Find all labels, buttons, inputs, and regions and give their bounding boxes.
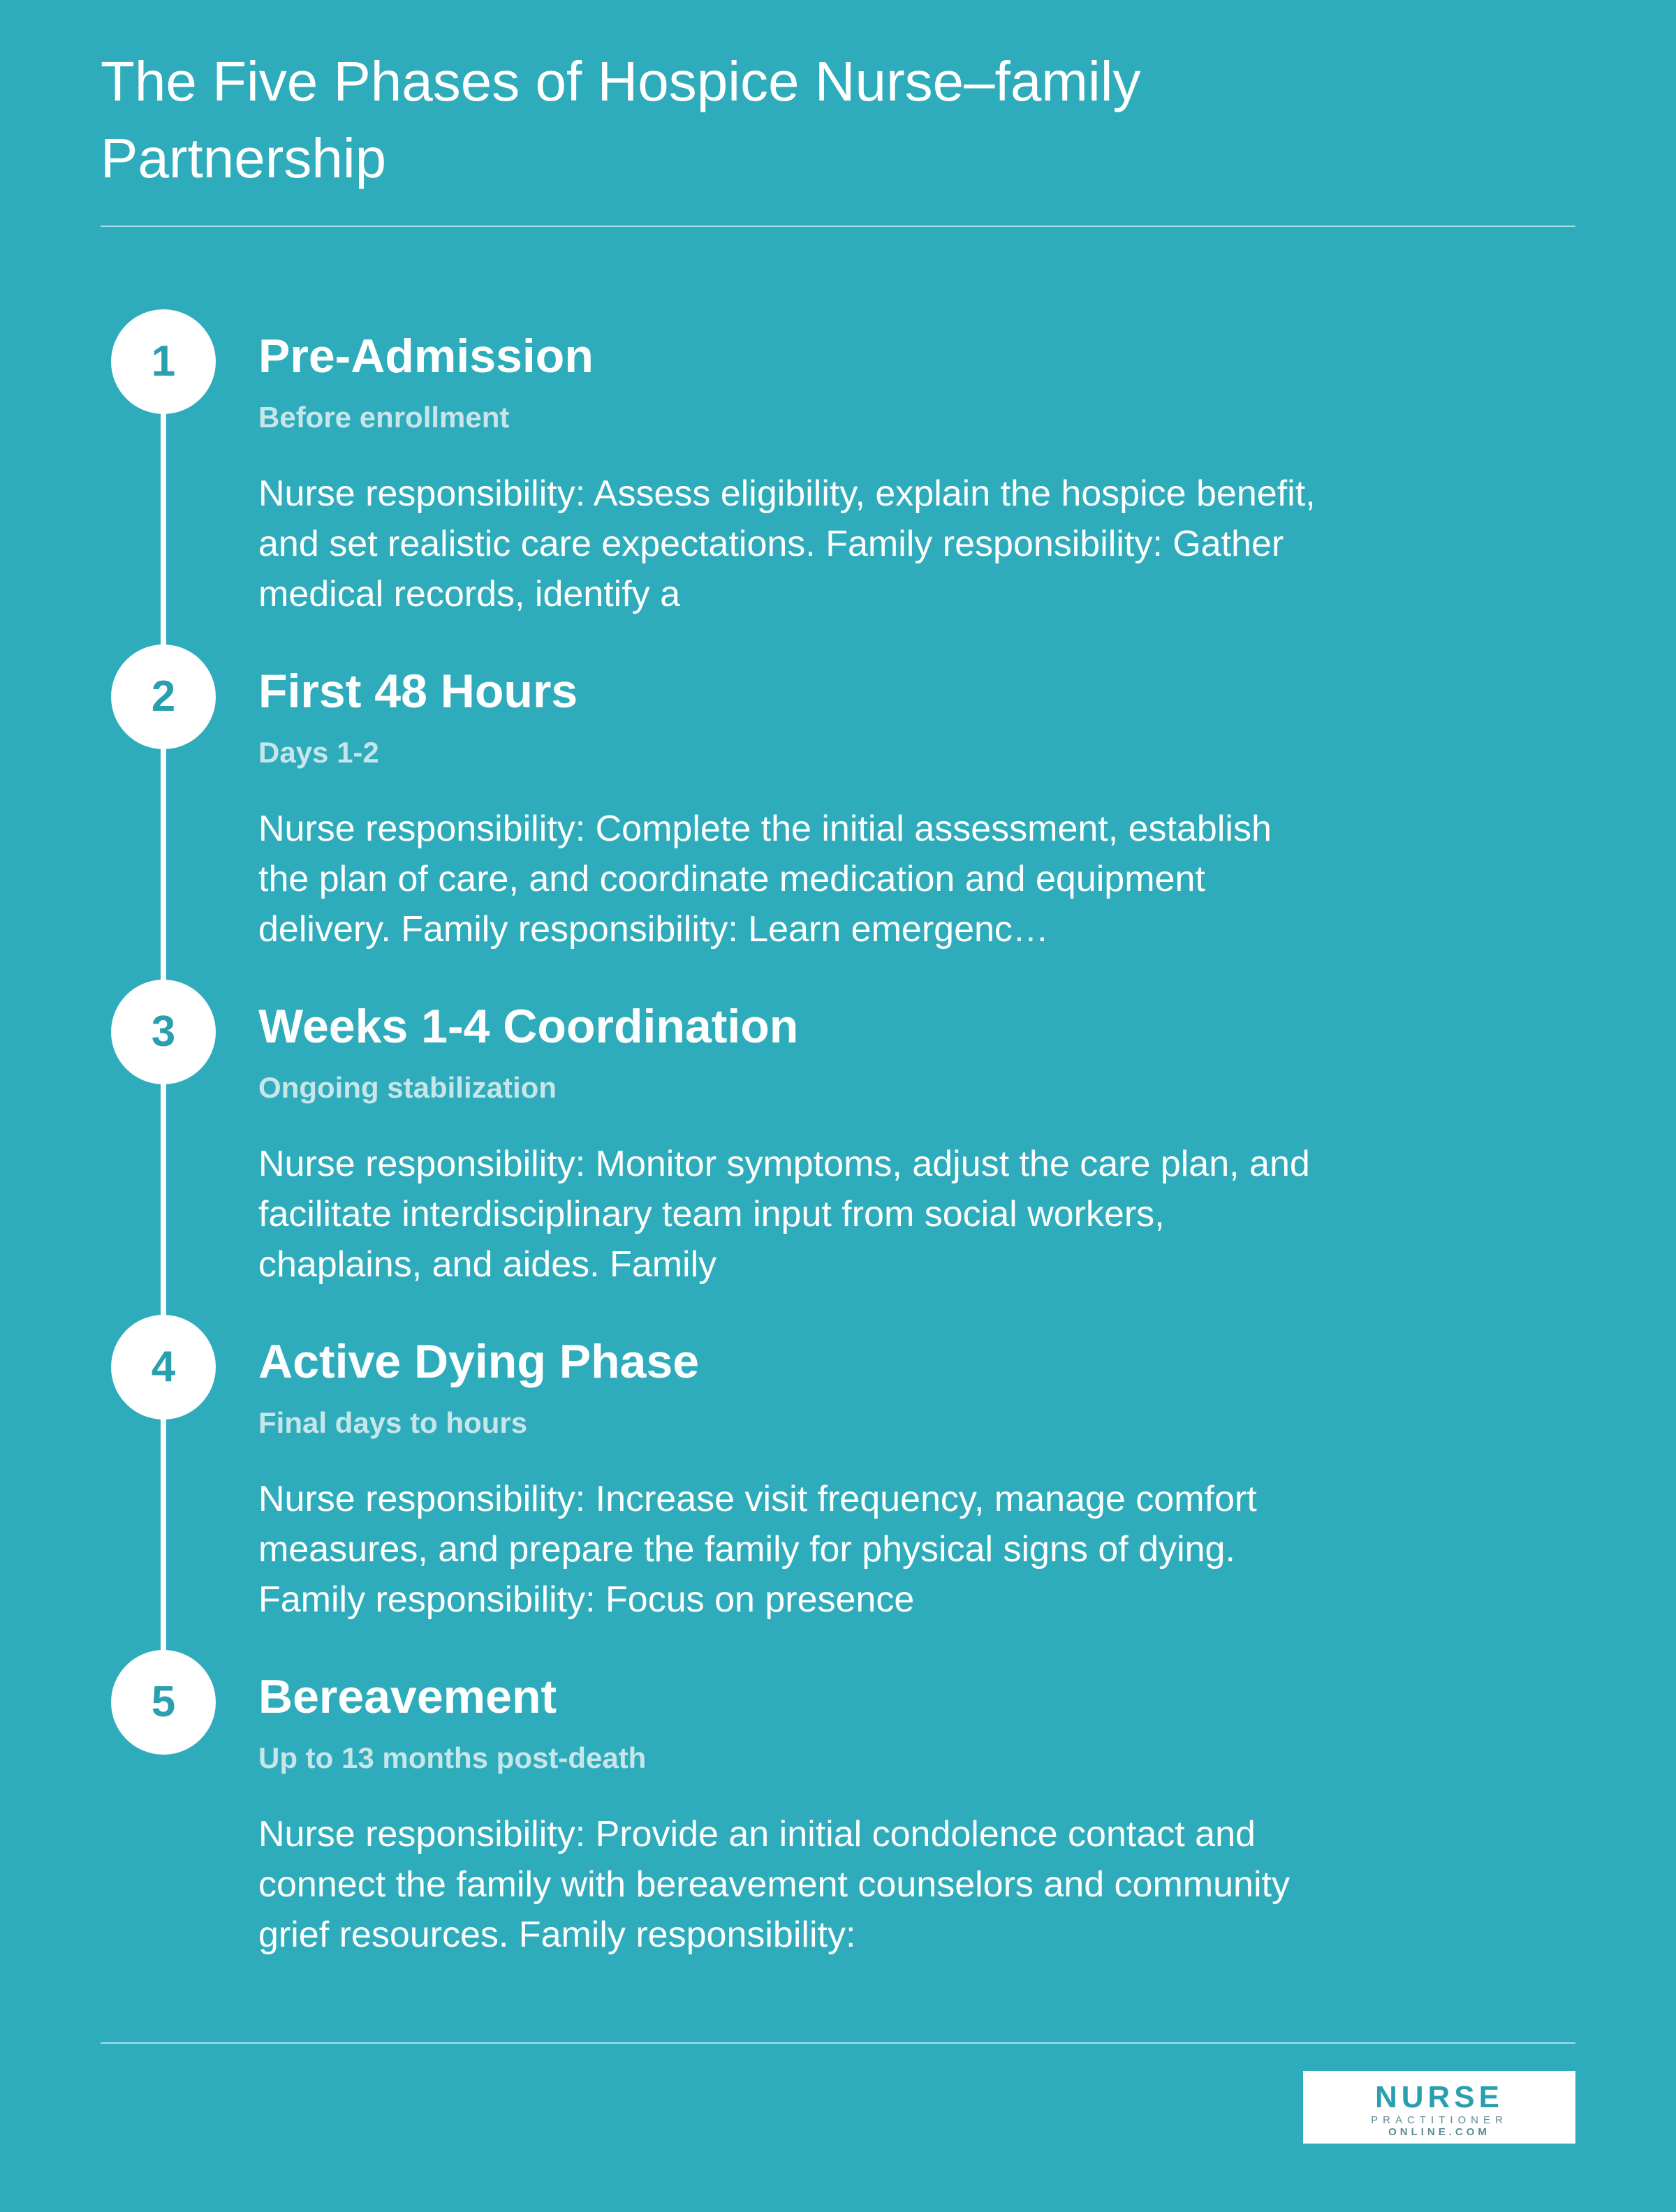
logo-domain-text: ONLINE.COM bbox=[1388, 2126, 1490, 2138]
brand-logo bbox=[1303, 2071, 1575, 2144]
phase-number-badge: 3 bbox=[111, 980, 216, 1084]
phase-title: Weeks 1-4 Coordination bbox=[258, 1000, 799, 1053]
logo-sub-text: PRACTITIONER bbox=[1371, 2114, 1508, 2126]
bottom-divider bbox=[101, 2042, 1575, 2044]
page-title: The Five Phases of Hospice Nurse–family Partnership bbox=[101, 50, 1141, 189]
phase-number-badge: 5 bbox=[111, 1650, 216, 1755]
top-divider bbox=[101, 226, 1575, 227]
phase-title: Pre-Admission bbox=[258, 330, 594, 383]
phase-number-badge: 4 bbox=[111, 1315, 216, 1420]
phase-title: Bereavement bbox=[258, 1670, 557, 1723]
phase-weeks-coordination bbox=[0, 980, 1676, 1301]
phase-timing: Final days to hours bbox=[258, 1406, 528, 1439]
logo-main-text: NURSE bbox=[1374, 2080, 1504, 2114]
phase-description: Nurse responsibility: Provide an initial condolence contact and connect the family with bereavement counselors and community grief resources. Family responsibility: bbox=[258, 1814, 1290, 1955]
phase-description: Nurse responsibility: Complete the initial assessment, establish the plan of care, and coordinate medication and equipment delivery. Family responsibility: Learn emergenc… bbox=[258, 809, 1272, 950]
phase-active-dying bbox=[0, 1315, 1676, 1636]
phase-first-48-hours bbox=[0, 644, 1676, 966]
phase-description: Nurse responsibility: Assess eligibility, explain the hospice benefit, and set realistic care expectations. Family responsibility: Gather medical records, identify a bbox=[258, 473, 1316, 614]
phase-timing: Before enrollment bbox=[258, 401, 510, 434]
phase-description: Nurse responsibility: Increase visit frequency, manage comfort measures, and prepare the family for physical signs of dying. Family responsibility: Focus on presence bbox=[258, 1479, 1257, 1620]
phase-timing: Days 1-2 bbox=[258, 736, 379, 769]
phase-pre-admission bbox=[0, 309, 1676, 631]
phase-description: Nurse responsibility: Monitor symptoms, adjust the care plan, and facilitate interdisciplinary team input from social workers, chaplains, and aides. Family bbox=[258, 1144, 1310, 1285]
phase-title: Active Dying Phase bbox=[258, 1335, 700, 1388]
phase-number-badge: 1 bbox=[111, 309, 216, 414]
phase-number-badge: 2 bbox=[111, 644, 216, 749]
phase-timing: Ongoing stabilization bbox=[258, 1071, 557, 1104]
phase-bereavement bbox=[0, 1650, 1676, 1971]
phase-timing: Up to 13 months post-death bbox=[258, 1741, 647, 1774]
phase-title: First 48 Hours bbox=[258, 665, 578, 718]
